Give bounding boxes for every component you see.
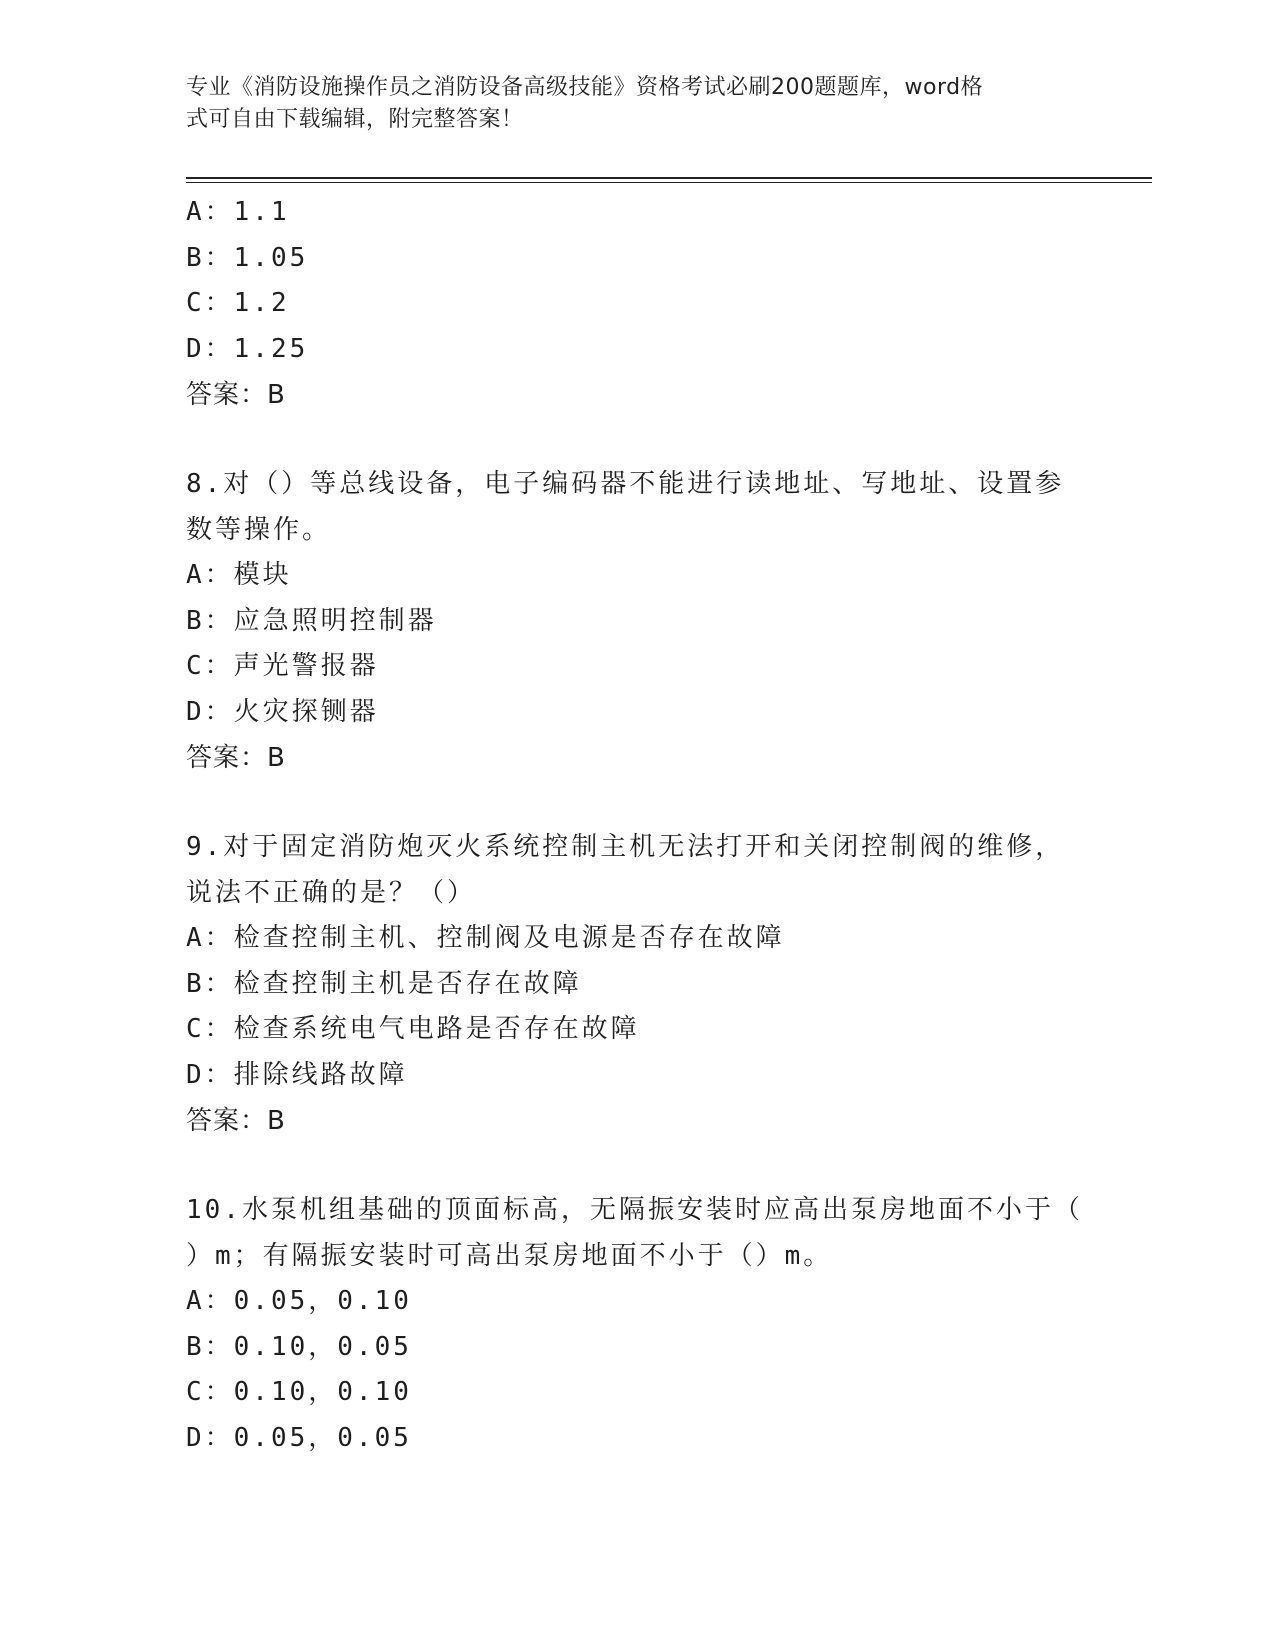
q10-stem-line-1: 10.水泵机组基础的顶面标高，无隔振安装时应高出泵房地面不小于（ — [186, 1195, 1083, 1225]
q9-stem-line-2: 说法不正确的是？（） — [186, 877, 477, 908]
q9-option-a: A：检查控制主机、控制阀及电源是否存在故障 — [186, 923, 785, 953]
q9-stem-line-1: 9.对于固定消防炮灭火系统控制主机无法打开和关闭控制阀的维修， — [186, 832, 1065, 862]
q9-option-c: C：检查系统电气电路是否存在故障 — [186, 1014, 640, 1044]
q8-option-a: A：模块 — [186, 560, 292, 590]
q10-option-b: B：0.10，0.05 — [186, 1331, 412, 1362]
spacer — [186, 781, 1086, 825]
q7-option-d: D：1.25 — [186, 333, 309, 364]
header-divider-top — [186, 177, 1152, 179]
header-line-1: 专业《消防设施操作员之消防设备高级技能》资格考试必刷200题题库，word格 — [186, 75, 984, 100]
question-list — [186, 190, 1086, 1461]
q7-option-a: A：1.1 — [186, 197, 290, 227]
q8-answer: 答案：B — [186, 743, 286, 773]
q10-option-a: A：0.05，0.10 — [186, 1286, 412, 1316]
q10-option-c: C：0.10，0.10 — [186, 1377, 412, 1407]
q8-option-c: C：声光警报器 — [186, 651, 379, 681]
q8-option-d: D：火灾探铡器 — [186, 696, 379, 727]
q9-option-b: B：检查控制主机是否存在故障 — [186, 968, 582, 999]
q8-option-b: B：应急照明控制器 — [186, 605, 437, 636]
q10-stem-line-2: ）m；有隔振安装时可高出泵房地面不小于（）m。 — [186, 1240, 833, 1271]
header-divider-bottom — [186, 182, 1152, 183]
spacer — [186, 1144, 1086, 1188]
document-header — [186, 72, 1066, 136]
header-line-2: 式可自由下载编辑，附完整答案！ — [186, 107, 524, 132]
question-10 — [186, 1188, 1086, 1461]
q7-answer: 答案：B — [186, 380, 286, 410]
q9-answer: 答案：B — [186, 1106, 286, 1136]
q7-option-b: B：1.05 — [186, 242, 309, 273]
q9-option-d: D：排除线路故障 — [186, 1059, 408, 1090]
spacer — [186, 418, 1086, 462]
q7-option-c: C：1.2 — [186, 288, 290, 318]
q10-option-d: D：0.05，0.05 — [186, 1422, 412, 1453]
question-8 — [186, 462, 1086, 781]
q8-stem-line-1: 8.对（）等总线设备，电子编码器不能进行读地址、写地址、设置参 — [186, 469, 1065, 499]
q8-stem-line-2: 数等操作。 — [186, 514, 332, 545]
question-9 — [186, 825, 1086, 1144]
question-7 — [186, 190, 1086, 418]
